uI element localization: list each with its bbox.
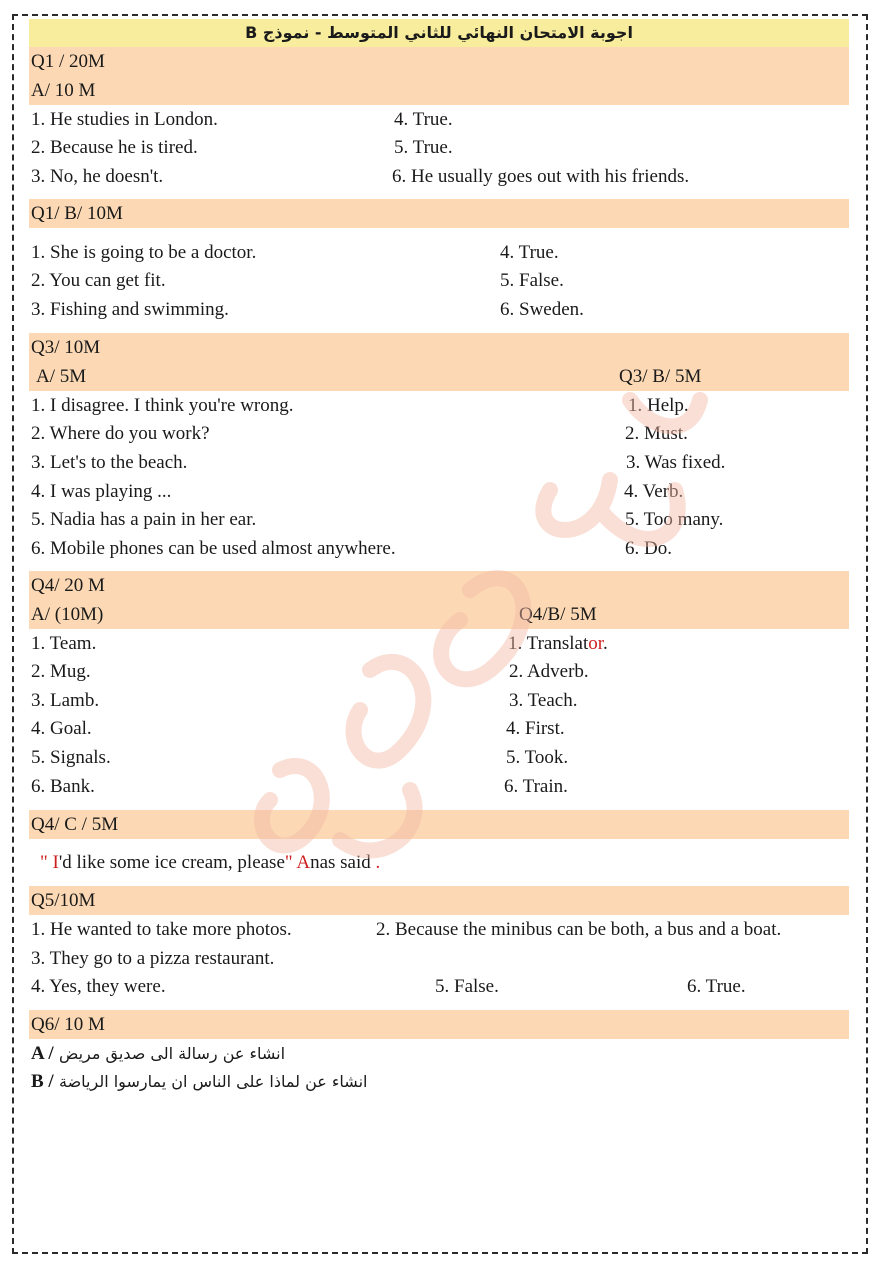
answer-row [29,915,849,944]
answer-item: 4. Yes, they were. [31,976,166,997]
answer-row [29,505,849,534]
answer-item: 6. Train. [504,776,568,797]
answer-row [29,686,849,715]
q6-option-b [29,1067,849,1096]
answer-item: 6. True. [687,976,746,997]
corrected-letters: or [588,633,604,654]
answer-row [29,534,849,563]
q5-header: Q5/10M [31,890,96,911]
answer-item: 6. Sweden. [500,299,584,320]
answer-row [29,944,849,973]
answer-item: 4. True. [500,242,559,263]
corrected-letters: " A [284,852,311,873]
answer-item: 4. First. [506,718,565,739]
answer-item: 1. Team. [31,633,97,654]
answer-item: 3. Lamb. [31,690,100,711]
option-label: B / [31,1071,54,1092]
answer-item: 4. I was playing ... [31,481,172,502]
q4-b-header: Q4/B/ 5M [519,604,597,625]
q1-a-header: A/ 10 M [31,80,96,101]
answer-row [29,448,849,477]
q3-a-header: A/ 5M [36,366,87,387]
answer-row [29,657,849,686]
answer-item: 6. Bank. [31,776,95,797]
answer-row [29,162,849,191]
answer-row [29,105,849,134]
answer-item: 2. Must. [625,423,688,444]
answer-item: 4. Goal. [31,718,92,739]
page-title: اجوبة الامتحان النهائي للثاني المتوسط - نموذج B [29,19,849,47]
answer-item: 3. Let's to the beach. [31,452,188,473]
answer-item: 1. He studies in London. [31,109,218,130]
option-label: A / [31,1043,54,1064]
q1-header: Q1 / 20M [31,51,105,72]
answer-item: 2. You can get fit. [31,270,166,291]
answer-item: 2. Where do you work? [31,423,210,444]
answer-item: 5. Took. [506,747,569,768]
answer-row [29,743,849,772]
answer-row [29,477,849,506]
answer-item: 2. Because he is tired. [31,137,198,158]
q4-c-header: Q4/ C / 5M [31,814,119,835]
q6-header: Q6/ 10 M [31,1014,105,1035]
answer-row [29,772,849,801]
q4-a-header: A/ (10M) [31,604,104,625]
q3-b-header: Q3/ B/ 5M [619,366,702,387]
answer-row [29,295,849,324]
answer-row [29,629,849,658]
option-text: انشاء عن لماذا على الناس ان يمارسوا الرياضة [59,1072,368,1091]
answer-row [29,238,849,267]
q3-header: Q3/ 10M [31,337,101,358]
answer-item: 4. True. [394,109,453,130]
answer-item: 1. Translator. [508,633,608,654]
answer-row [29,972,849,1001]
answer-row [29,133,849,162]
answer-item: 2. Adverb. [509,661,589,682]
answer-item: 5. False. [435,976,499,997]
answer-item: 3. Was fixed. [626,452,726,473]
answer-item: 6. He usually goes out with his friends. [392,166,690,187]
q1-b-header: Q1/ B/ 10M [31,203,123,224]
q6-option-a [29,1039,849,1068]
q4-header: Q4/ 20 M [31,575,105,596]
corrected-letters: . [375,852,381,873]
corrected-letters: " I [40,852,59,873]
answer-item: 5. True. [394,137,453,158]
answer-item: 2. Because the minibus can be both, a bus and a boat. [376,919,782,940]
answer-item: 2. Mug. [31,661,91,682]
answer-row [29,714,849,743]
answer-item: 1. I disagree. I think you're wrong. [31,395,294,416]
answer-row [29,391,849,420]
q4-c-answer: " I'd like some ice cream, please" Anas said . [40,852,381,873]
answer-item: 3. They go to a pizza restaurant. [31,948,275,969]
q4-subheaders [29,600,849,629]
answer-item: 5. Too many. [625,509,724,530]
q3-subheaders [29,362,849,391]
answer-row [29,266,849,295]
answer-item: 3. No, he doesn't. [31,166,164,187]
answer-item: 6. Mobile phones can be used almost anywhere. [31,538,396,559]
answer-row [29,419,849,448]
answer-item: 1. She is going to be a doctor. [31,242,257,263]
answer-item: 6. Do. [625,538,672,559]
answer-item: 5. Nadia has a pain in her ear. [31,509,257,530]
answer-item: 5. False. [500,270,564,291]
answer-item: 1. Help. [628,395,689,416]
answer-item: 3. Fishing and swimming. [31,299,229,320]
answer-item: 1. He wanted to take more photos. [31,919,292,940]
answer-item: 3. Teach. [509,690,578,711]
option-text: انشاء عن رسالة الى صديق مريض [59,1044,286,1063]
answer-item: 4. Verb. [624,481,684,502]
answer-item: 5. Signals. [31,747,111,768]
